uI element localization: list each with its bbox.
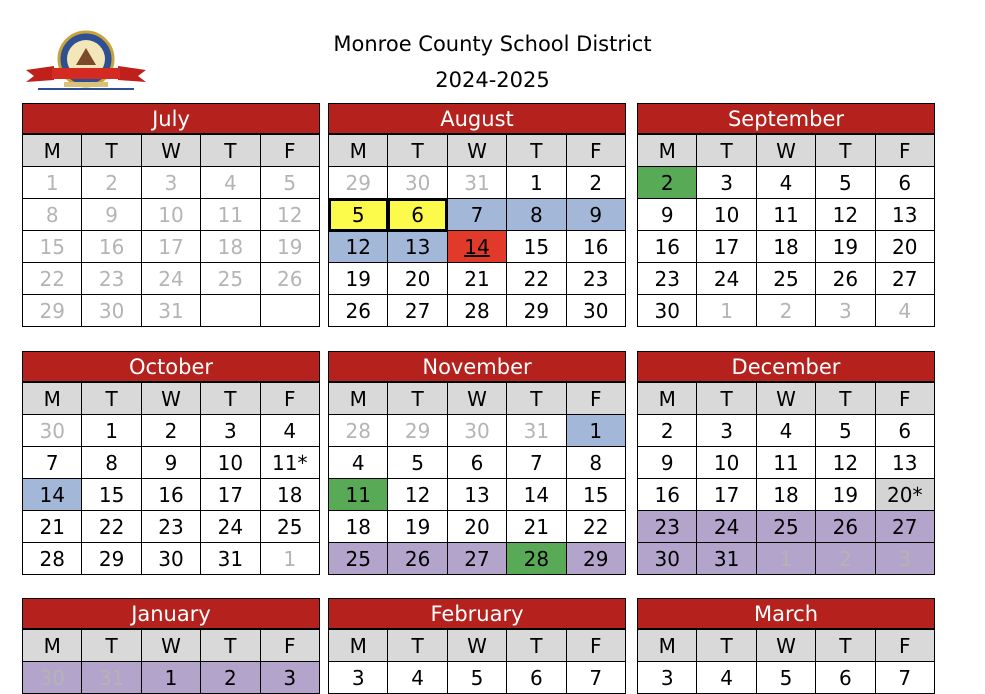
day-cell: 16 (82, 231, 141, 263)
day-cell: 4 (329, 447, 388, 479)
weekday-label: W (447, 135, 506, 167)
week-row (23, 167, 320, 199)
day-cell: 1 (756, 543, 815, 575)
day-cell: 30 (638, 295, 697, 327)
week-row (23, 263, 320, 295)
day-cell: 27 (447, 543, 506, 575)
day-cell: 31 (697, 543, 756, 575)
month-name: March (637, 598, 935, 629)
weekday-label: M (23, 383, 82, 415)
day-cell: 2 (638, 167, 697, 199)
day-cell: 4 (756, 415, 815, 447)
day-cell: 11 (201, 199, 260, 231)
day-cell: 28 (507, 543, 566, 575)
weekday-row (23, 383, 320, 415)
weekday-label: T (388, 383, 447, 415)
day-cell: 26 (329, 295, 388, 327)
day-cell: 17 (697, 231, 756, 263)
week-row (638, 447, 935, 479)
day-cell: 2 (816, 543, 875, 575)
day-cell: 5 (260, 167, 319, 199)
weekday-label: W (141, 383, 200, 415)
day-cell: 9 (638, 447, 697, 479)
weekday-row (329, 630, 626, 662)
day-cell: 22 (82, 511, 141, 543)
day-cell: 18 (329, 511, 388, 543)
month-name: February (328, 598, 626, 629)
day-cell: 15 (507, 231, 566, 263)
day-cell: 4 (201, 167, 260, 199)
month-name: September (637, 103, 935, 134)
day-cell: 26 (260, 263, 319, 295)
month-september (637, 103, 935, 327)
day-cell: 3 (638, 662, 697, 694)
day-cell: 10 (697, 199, 756, 231)
week-row (329, 662, 626, 694)
day-cell: 30 (447, 415, 506, 447)
day-cell: 12 (260, 199, 319, 231)
weekday-label: T (82, 383, 141, 415)
day-cell: 30 (638, 543, 697, 575)
day-cell: 7 (507, 447, 566, 479)
day-cell: 9 (566, 199, 625, 231)
month-march (637, 598, 935, 694)
day-cell: 31 (507, 415, 566, 447)
weekday-label: F (875, 135, 934, 167)
day-cell: 31 (141, 295, 200, 327)
day-cell: 4 (756, 167, 815, 199)
weekday-label: M (23, 630, 82, 662)
district-title: Monroe County School District (333, 32, 652, 56)
day-cell: 22 (507, 263, 566, 295)
day-cell: 28 (23, 543, 82, 575)
day-cell: 31 (201, 543, 260, 575)
weekday-label: T (816, 135, 875, 167)
day-cell: 6 (507, 662, 566, 694)
month-january (22, 598, 320, 694)
day-cell: 6 (447, 447, 506, 479)
day-cell: 10 (697, 447, 756, 479)
weekday-label: M (638, 383, 697, 415)
day-cell: 19 (816, 479, 875, 511)
day-cell: 8 (507, 199, 566, 231)
day-cell: 3 (329, 662, 388, 694)
weekday-label: M (638, 135, 697, 167)
day-cell: 13 (447, 479, 506, 511)
week-row (329, 543, 626, 575)
weekday-label: F (260, 630, 319, 662)
day-cell: 31 (447, 167, 506, 199)
school-year: 2024-2025 (435, 68, 550, 92)
day-cell: 20 (875, 231, 934, 263)
day-cell: 3 (875, 543, 934, 575)
week-row (638, 295, 935, 327)
weekday-label: T (816, 383, 875, 415)
day-cell: 11 (756, 447, 815, 479)
day-cell: 20* (875, 479, 934, 511)
weekday-label: W (756, 135, 815, 167)
day-cell: 29 (23, 295, 82, 327)
weekday-row (638, 135, 935, 167)
week-row (329, 415, 626, 447)
day-cell: 24 (697, 263, 756, 295)
day-cell: 2 (141, 415, 200, 447)
day-cell: 23 (82, 263, 141, 295)
day-cell: 14 (507, 479, 566, 511)
day-cell: 12 (329, 231, 388, 263)
day-cell: 10 (141, 199, 200, 231)
day-cell: 30 (23, 662, 82, 694)
month-october (22, 351, 320, 575)
day-cell: 1 (260, 543, 319, 575)
day-cell: 18 (260, 479, 319, 511)
month-grid (328, 382, 626, 575)
month-august (328, 103, 626, 327)
week-row (638, 415, 935, 447)
month-grid (637, 382, 935, 575)
day-cell: 23 (566, 263, 625, 295)
weekday-label: T (697, 383, 756, 415)
day-cell: 15 (23, 231, 82, 263)
day-cell: 25 (329, 543, 388, 575)
day-cell: 28 (329, 415, 388, 447)
day-cell: 1 (697, 295, 756, 327)
day-cell: 27 (875, 511, 934, 543)
week-row (23, 479, 320, 511)
day-cell: 25 (260, 511, 319, 543)
week-row (23, 662, 320, 694)
day-cell: 24 (141, 263, 200, 295)
weekday-label: M (23, 135, 82, 167)
week-row (23, 295, 320, 327)
day-cell: 22 (23, 263, 82, 295)
day-cell: 30 (23, 415, 82, 447)
day-cell (260, 295, 319, 327)
day-cell: 2 (566, 167, 625, 199)
weekday-label: F (260, 383, 319, 415)
day-cell: 7 (447, 199, 506, 231)
week-row (23, 231, 320, 263)
month-grid (22, 629, 320, 694)
weekday-label: W (141, 630, 200, 662)
month-name: August (328, 103, 626, 134)
day-cell: 29 (329, 167, 388, 199)
weekday-label: T (82, 630, 141, 662)
day-cell: 1 (141, 662, 200, 694)
month-grid (22, 134, 320, 327)
weekday-label: W (756, 630, 815, 662)
day-cell: 9 (638, 199, 697, 231)
weekday-label: M (329, 135, 388, 167)
weekday-label: F (260, 135, 319, 167)
weekday-label: F (566, 135, 625, 167)
week-row (329, 295, 626, 327)
day-cell: 15 (82, 479, 141, 511)
day-cell: 13 (875, 199, 934, 231)
day-cell: 9 (82, 199, 141, 231)
weekday-label: W (447, 383, 506, 415)
weekday-label: W (756, 383, 815, 415)
day-cell: 28 (447, 295, 506, 327)
day-cell: 3 (697, 415, 756, 447)
day-cell: 2 (638, 415, 697, 447)
weekday-label: M (638, 630, 697, 662)
week-row (23, 415, 320, 447)
weekday-row (23, 135, 320, 167)
day-cell: 3 (697, 167, 756, 199)
day-cell: 19 (260, 231, 319, 263)
day-cell: 11 (329, 479, 388, 511)
day-cell: 5 (329, 199, 388, 231)
day-cell: 11 (756, 199, 815, 231)
day-cell: 24 (201, 511, 260, 543)
day-cell: 26 (388, 543, 447, 575)
weekday-label: M (329, 383, 388, 415)
day-cell: 13 (875, 447, 934, 479)
day-cell: 8 (82, 447, 141, 479)
day-cell: 9 (141, 447, 200, 479)
day-cell: 4 (697, 662, 756, 694)
day-cell: 18 (756, 479, 815, 511)
day-cell: 6 (388, 199, 447, 231)
day-cell: 17 (141, 231, 200, 263)
week-row (638, 511, 935, 543)
day-cell: 12 (816, 447, 875, 479)
day-cell: 2 (201, 662, 260, 694)
day-cell: 29 (507, 295, 566, 327)
week-row (329, 511, 626, 543)
day-cell: 4 (875, 295, 934, 327)
week-row (329, 199, 626, 231)
month-grid (637, 134, 935, 327)
week-row (638, 167, 935, 199)
day-cell: 18 (756, 231, 815, 263)
weekday-label: T (388, 630, 447, 662)
month-grid (22, 382, 320, 575)
day-cell: 30 (141, 543, 200, 575)
day-cell: 3 (141, 167, 200, 199)
weekday-label: T (201, 630, 260, 662)
week-row (638, 543, 935, 575)
day-cell: 6 (875, 415, 934, 447)
day-cell: 21 (447, 263, 506, 295)
day-cell: 5 (816, 167, 875, 199)
day-cell: 8 (566, 447, 625, 479)
day-cell: 17 (697, 479, 756, 511)
week-row (23, 447, 320, 479)
week-row (638, 199, 935, 231)
weekday-label: T (388, 135, 447, 167)
day-cell: 27 (875, 263, 934, 295)
month-name: December (637, 351, 935, 382)
day-cell: 12 (816, 199, 875, 231)
day-cell: 5 (388, 447, 447, 479)
day-cell: 30 (82, 295, 141, 327)
week-row (638, 263, 935, 295)
weekday-label: T (697, 630, 756, 662)
day-cell: 23 (141, 511, 200, 543)
day-cell: 13 (388, 231, 447, 263)
day-cell: 4 (388, 662, 447, 694)
month-february (328, 598, 626, 694)
day-cell: 7 (875, 662, 934, 694)
weekday-label: W (141, 135, 200, 167)
weekday-label: T (201, 135, 260, 167)
week-row (638, 662, 935, 694)
weekday-label: W (447, 630, 506, 662)
month-name: November (328, 351, 626, 382)
day-cell: 19 (388, 511, 447, 543)
day-cell: 11* (260, 447, 319, 479)
day-cell: 24 (697, 511, 756, 543)
weekday-label: T (82, 135, 141, 167)
day-cell: 30 (566, 295, 625, 327)
day-cell: 15 (566, 479, 625, 511)
day-cell: 21 (507, 511, 566, 543)
weekday-row (23, 630, 320, 662)
day-cell: 26 (816, 263, 875, 295)
day-cell: 26 (816, 511, 875, 543)
week-row (329, 167, 626, 199)
day-cell: 20 (388, 263, 447, 295)
day-cell: 17 (201, 479, 260, 511)
week-row (329, 231, 626, 263)
month-november (328, 351, 626, 575)
day-cell: 3 (816, 295, 875, 327)
day-cell: 6 (816, 662, 875, 694)
week-row (329, 263, 626, 295)
weekday-row (329, 383, 626, 415)
day-cell: 29 (388, 415, 447, 447)
day-cell: 5 (447, 662, 506, 694)
day-cell: 7 (566, 662, 625, 694)
day-cell: 27 (388, 295, 447, 327)
day-cell: 25 (756, 511, 815, 543)
week-row (638, 231, 935, 263)
day-cell: 2 (82, 167, 141, 199)
month-name: October (22, 351, 320, 382)
day-cell: 16 (638, 479, 697, 511)
weekday-label: T (201, 383, 260, 415)
day-cell: 14 (447, 231, 506, 263)
month-name: January (22, 598, 320, 629)
weekday-row (638, 630, 935, 662)
weekday-row (638, 383, 935, 415)
day-cell: 3 (201, 415, 260, 447)
week-row (329, 447, 626, 479)
month-grid (328, 134, 626, 327)
day-cell: 30 (388, 167, 447, 199)
weekday-label: F (875, 383, 934, 415)
weekday-label: T (816, 630, 875, 662)
day-cell: 6 (875, 167, 934, 199)
day-cell: 23 (638, 263, 697, 295)
day-cell: 4 (260, 415, 319, 447)
day-cell: 29 (566, 543, 625, 575)
day-cell: 1 (507, 167, 566, 199)
day-cell (201, 295, 260, 327)
day-cell: 16 (638, 231, 697, 263)
day-cell: 22 (566, 511, 625, 543)
day-cell: 5 (816, 415, 875, 447)
weekday-label: M (329, 630, 388, 662)
month-december (637, 351, 935, 575)
week-row (23, 511, 320, 543)
day-cell: 18 (201, 231, 260, 263)
day-cell: 23 (638, 511, 697, 543)
day-cell: 19 (329, 263, 388, 295)
day-cell: 29 (82, 543, 141, 575)
day-cell: 20 (447, 511, 506, 543)
day-cell: 8 (23, 199, 82, 231)
day-cell: 2 (756, 295, 815, 327)
week-row (638, 479, 935, 511)
day-cell: 12 (388, 479, 447, 511)
day-cell: 7 (23, 447, 82, 479)
day-cell: 3 (260, 662, 319, 694)
weekday-label: F (566, 383, 625, 415)
weekday-label: T (507, 630, 566, 662)
day-cell: 31 (82, 662, 141, 694)
weekday-label: F (875, 630, 934, 662)
day-cell: 16 (141, 479, 200, 511)
day-cell: 16 (566, 231, 625, 263)
week-row (23, 199, 320, 231)
day-cell: 1 (23, 167, 82, 199)
day-cell: 14 (23, 479, 82, 511)
weekday-label: T (697, 135, 756, 167)
day-cell: 25 (756, 263, 815, 295)
weekday-label: T (507, 135, 566, 167)
day-cell: 10 (201, 447, 260, 479)
month-july (22, 103, 320, 327)
day-cell: 19 (816, 231, 875, 263)
day-cell: 21 (23, 511, 82, 543)
week-row (329, 479, 626, 511)
weekday-row (329, 135, 626, 167)
day-cell: 25 (201, 263, 260, 295)
day-cell: 1 (566, 415, 625, 447)
month-grid (328, 629, 626, 694)
weekday-label: F (566, 630, 625, 662)
day-cell: 5 (756, 662, 815, 694)
weekday-label: T (507, 383, 566, 415)
month-name: July (22, 103, 320, 134)
month-grid (637, 629, 935, 694)
week-row (23, 543, 320, 575)
day-cell: 1 (82, 415, 141, 447)
